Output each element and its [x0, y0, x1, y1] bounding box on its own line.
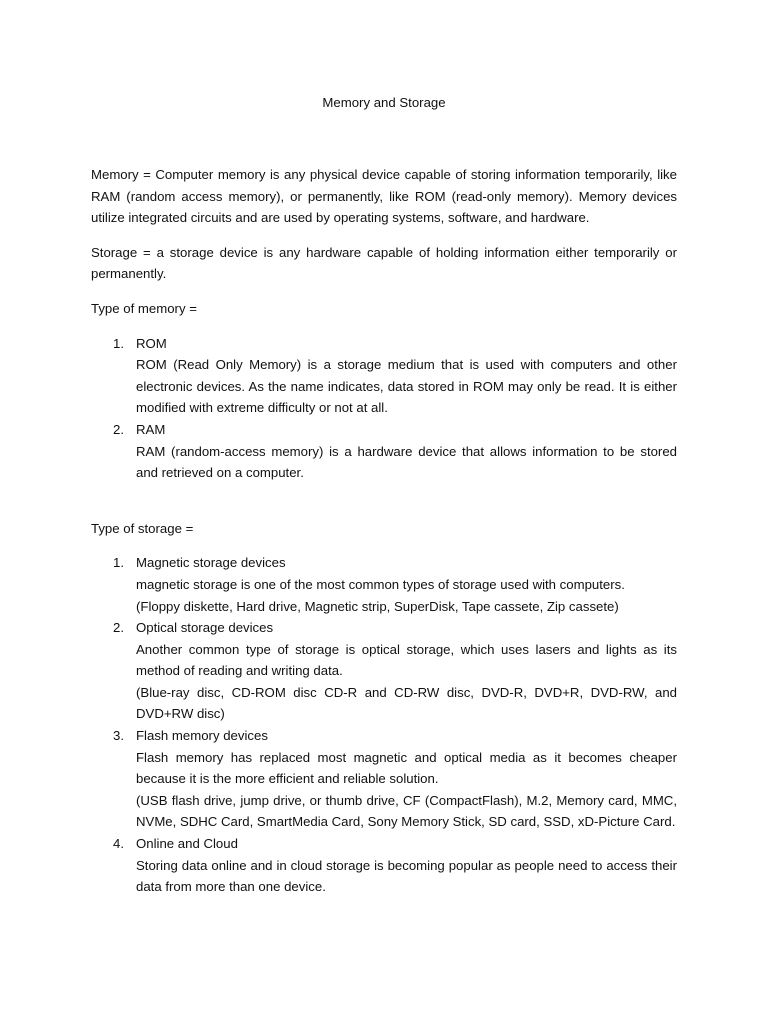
list-item-number: 1.	[113, 335, 124, 351]
storage-types-label: Type of storage =	[91, 520, 194, 536]
list-item-heading: Online and Cloud	[136, 836, 238, 852]
list-item-description: Flash memory has replaced most magnetic and optical media as it becomes cheaper because it is the more efficient and reliable solution.	[136, 749, 677, 787]
list-item-description: RAM (random-access memory) is a hardware device that allows information to be stored and retrieved on a computer.	[136, 443, 677, 481]
storage-types-list	[91, 552, 677, 898]
list-item-number: 2.	[113, 421, 124, 437]
list-item-heading: ROM	[136, 335, 167, 351]
list-item	[91, 419, 677, 484]
list-item-heading: Magnetic storage devices	[136, 555, 286, 571]
document-title: Memory and Storage	[322, 95, 446, 110]
list-item-number: 2.	[113, 620, 124, 636]
list-item-number: 1.	[113, 555, 124, 571]
list-item	[91, 617, 677, 725]
list-item-description: magnetic storage is one of the most common types of storage used with computers.	[136, 576, 625, 592]
list-item-number: 3.	[113, 728, 124, 744]
list-item-heading: Flash memory devices	[136, 728, 268, 744]
memory-definition: Memory = Computer memory is any physical device capable of storing information temporarily, like RAM (random access memory), or permanently, like ROM (read-only memory). Memory devices utilize integrated circuits and are used by operating systems, software, and hardware.	[91, 167, 677, 226]
list-item-heading: RAM	[136, 421, 166, 437]
list-item-description: ROM (Read Only Memory) is a storage medium that is used with computers and other electronic devices. As the name indicates, data stored in ROM may only be read. It is either modified with extreme difficulty or not at all.	[136, 357, 677, 416]
list-item-heading: Optical storage devices	[136, 620, 274, 636]
list-item	[91, 833, 677, 898]
storage-definition: Storage = a storage device is any hardware capable of holding information either temporarily or permanently.	[91, 244, 677, 282]
list-item-examples: (Blue-ray disc, CD-ROM disc CD-R and CD-RW disc, DVD-R, DVD+R, DVD-RW, and DVD+RW disc)	[136, 684, 677, 722]
memory-types-list	[91, 333, 677, 484]
memory-types-label: Type of memory =	[91, 300, 197, 316]
section-gap	[91, 484, 677, 518]
list-item	[91, 725, 677, 833]
list-item	[91, 333, 677, 419]
list-item	[91, 552, 677, 617]
list-item-examples: (USB flash drive, jump drive, or thumb drive, CF (CompactFlash), M.2, Memory card, MMC, NVMe, SDHC Card, SmartMedia Card, Sony Memory Stick, SD card, SSD, xD-Picture Card.	[136, 792, 677, 830]
list-item-description: Storing data online and in cloud storage is becoming popular as people need to access their data from more than one device.	[136, 857, 677, 895]
document-content	[91, 92, 677, 898]
list-item-number: 4.	[113, 836, 124, 852]
list-item-examples: (Floppy diskette, Hard drive, Magnetic strip, SuperDisk, Tape cassete, Zip cassete)	[136, 598, 619, 614]
list-item-description: Another common type of storage is optical storage, which uses lasers and lights as its method of reading and writing data.	[136, 641, 677, 679]
